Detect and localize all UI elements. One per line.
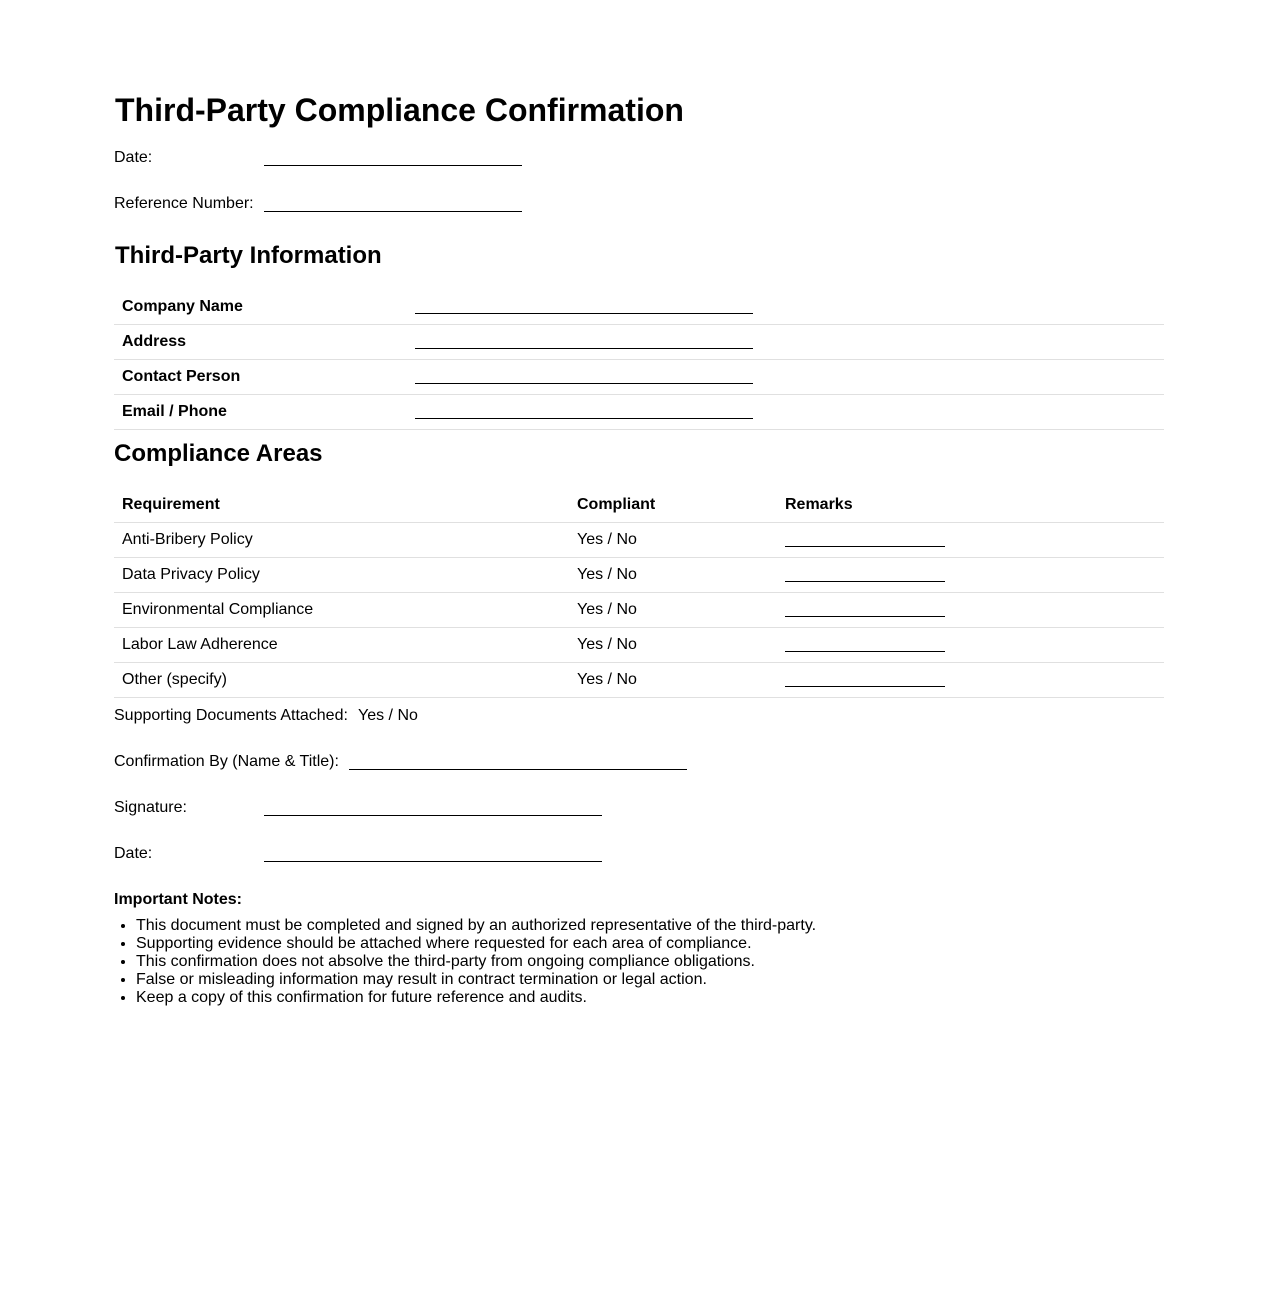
compliant-cell[interactable]: Yes / No bbox=[577, 601, 637, 618]
confirmation-by-label: Confirmation By (Name & Title): bbox=[114, 753, 339, 770]
remarks-line[interactable] bbox=[785, 651, 945, 652]
remarks-line[interactable] bbox=[785, 546, 945, 547]
signature-field[interactable] bbox=[114, 796, 634, 820]
third-party-heading: Third-Party Information bbox=[115, 242, 382, 269]
requirement-cell: Anti-Bribery Policy bbox=[122, 531, 253, 548]
requirement-cell: Data Privacy Policy bbox=[122, 566, 260, 583]
requirement-cell: Other (specify) bbox=[122, 671, 227, 688]
company-name-row bbox=[114, 289, 1164, 325]
reference-number-label: Reference Number: bbox=[114, 195, 254, 212]
company-name-label: Company Name bbox=[122, 298, 243, 315]
date-line[interactable] bbox=[264, 165, 522, 166]
email-phone-row bbox=[114, 394, 1164, 430]
supporting-documents-value[interactable]: Yes / No bbox=[358, 707, 418, 724]
contact-person-row bbox=[114, 359, 1164, 395]
compliant-cell[interactable]: Yes / No bbox=[577, 636, 637, 653]
table-row bbox=[114, 662, 1164, 698]
compliant-cell[interactable]: Yes / No bbox=[577, 531, 637, 548]
signature-label: Signature: bbox=[114, 799, 187, 816]
requirement-cell: Labor Law Adherence bbox=[122, 636, 278, 653]
reference-number-field[interactable] bbox=[114, 192, 534, 216]
signature-date-field[interactable] bbox=[114, 842, 634, 866]
signature-date-label: Date: bbox=[114, 845, 153, 862]
date-field[interactable] bbox=[114, 146, 534, 170]
compliance-heading: Compliance Areas bbox=[114, 440, 323, 467]
list-item: • This confirmation does not absolve the third-party from ongoing compliance obligations. bbox=[136, 953, 1136, 971]
table-row bbox=[114, 557, 1164, 593]
list-item: • This document must be completed and signed by an authorized representative of the third-party. bbox=[136, 917, 1136, 935]
page-title: Third-Party Compliance Confirmation bbox=[115, 92, 684, 128]
table-row bbox=[114, 522, 1164, 558]
confirmation-by-field[interactable] bbox=[114, 750, 714, 774]
address-line[interactable] bbox=[415, 348, 753, 349]
table-row bbox=[114, 592, 1164, 628]
company-name-line[interactable] bbox=[415, 313, 753, 314]
list-item: • Keep a copy of this confirmation for future reference and audits. bbox=[136, 989, 1136, 1007]
supporting-documents-field bbox=[114, 704, 534, 728]
requirement-cell: Environmental Compliance bbox=[122, 601, 314, 618]
column-header-requirement: Requirement bbox=[122, 496, 220, 513]
reference-number-line[interactable] bbox=[264, 211, 522, 212]
table-row bbox=[114, 627, 1164, 663]
column-header-remarks: Remarks bbox=[785, 496, 853, 513]
address-label: Address bbox=[122, 333, 187, 350]
confirmation-by-line[interactable] bbox=[349, 769, 687, 770]
date-label: Date: bbox=[114, 149, 153, 166]
email-phone-line[interactable] bbox=[415, 418, 753, 419]
email-phone-label: Email / Phone bbox=[122, 403, 227, 420]
compliance-table-header bbox=[114, 487, 1164, 523]
signature-line[interactable] bbox=[264, 815, 602, 816]
remarks-line[interactable] bbox=[785, 616, 945, 617]
contact-person-label: Contact Person bbox=[122, 368, 241, 385]
remarks-line[interactable] bbox=[785, 686, 945, 687]
supporting-documents-label: Supporting Documents Attached: bbox=[114, 707, 348, 724]
list-item: • False or misleading information may result in contract termination or legal action. bbox=[136, 971, 1136, 989]
signature-date-line[interactable] bbox=[264, 861, 602, 862]
contact-person-line[interactable] bbox=[415, 383, 753, 384]
remarks-line[interactable] bbox=[785, 581, 945, 582]
compliant-cell[interactable]: Yes / No bbox=[577, 671, 637, 688]
notes-list bbox=[114, 917, 1136, 1007]
address-row bbox=[114, 324, 1164, 360]
list-item: • Supporting evidence should be attached where requested for each area of compliance. bbox=[136, 935, 1136, 953]
column-header-compliant: Compliant bbox=[577, 496, 656, 513]
compliant-cell[interactable]: Yes / No bbox=[577, 566, 637, 583]
notes-title: Important Notes: bbox=[114, 891, 242, 908]
